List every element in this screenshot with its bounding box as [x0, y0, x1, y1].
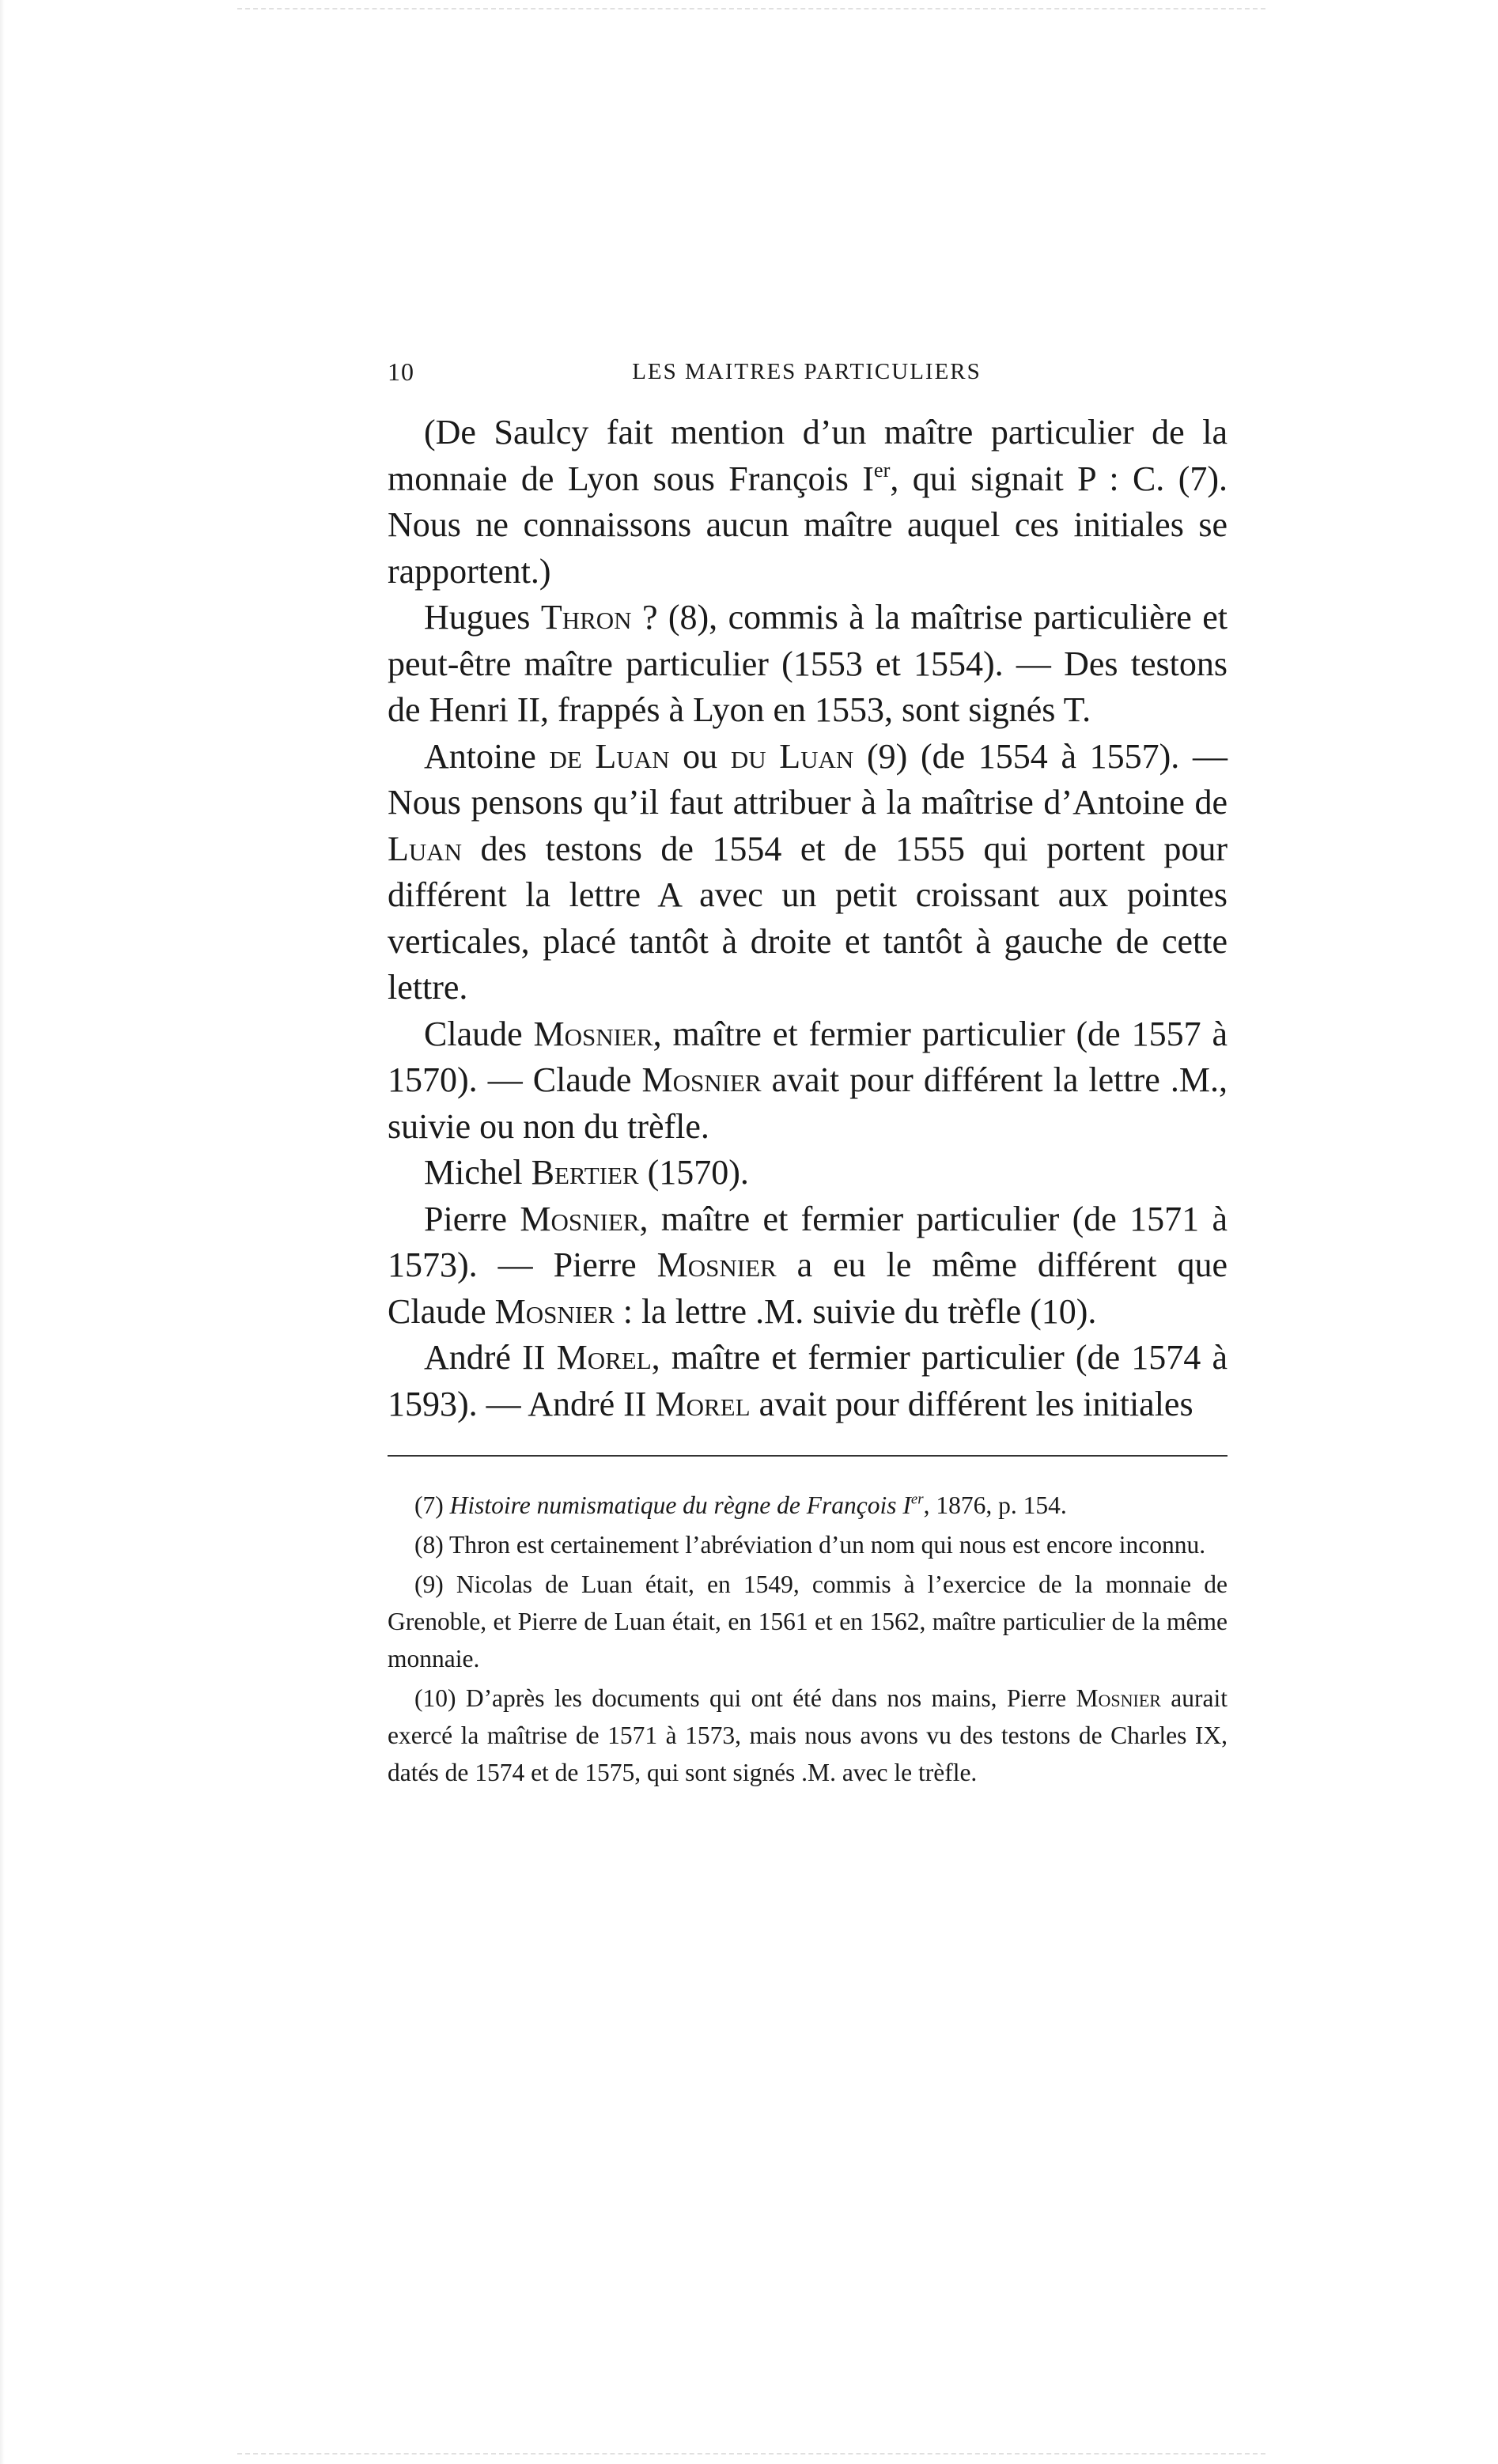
- surname-smallcaps: du Luan: [730, 736, 854, 776]
- running-title: LES MAITRES PARTICULIERS: [632, 359, 982, 384]
- surname-smallcaps: Mosnier: [494, 1291, 615, 1331]
- text-span: , 1876, p. 154.: [923, 1491, 1067, 1519]
- surname-smallcaps: Luan: [388, 829, 463, 868]
- text-span: André II: [424, 1338, 557, 1377]
- footnote-title-italic: Histoire numismatique du règne de François I: [449, 1491, 911, 1519]
- footnote-separator: [388, 1455, 1228, 1457]
- text-span: , qui signait P : C. (7). Nous ne connaissons aucun maître auquel ces initiales se rapportent.): [388, 459, 1228, 591]
- paragraph-pierre-mosnier: [388, 1196, 1228, 1336]
- superscript: er: [910, 1491, 924, 1508]
- footnote-number: (7): [414, 1491, 450, 1519]
- surname-smallcaps: Morel: [655, 1384, 751, 1423]
- surname-smallcaps: de Luan: [549, 736, 670, 776]
- text-span: avait pour différent les initiales: [750, 1384, 1193, 1423]
- paragraph-morel: [388, 1335, 1228, 1427]
- main-text: [388, 410, 1228, 1427]
- surname-smallcaps: Mosnier: [533, 1014, 653, 1053]
- text-span: ou: [669, 736, 731, 776]
- text-span: a eu le même différent que Claude: [388, 1245, 1228, 1331]
- text-span: Pierre: [424, 1199, 520, 1238]
- text-span: Michel: [424, 1153, 531, 1192]
- surname-smallcaps: Morel: [556, 1338, 652, 1377]
- text-span: , maître et fermier particulier (de 1557 à 1570). — Claude: [388, 1014, 1228, 1099]
- paragraph-luan: [388, 734, 1228, 1011]
- page-number: 10: [388, 357, 414, 386]
- paragraph-claude-mosnier: [388, 1011, 1228, 1151]
- text-span: (1570).: [638, 1153, 749, 1192]
- text-span: Antoine: [424, 736, 550, 776]
- text-span: (De Saulcy fait mention d’un maître particulier de la monnaie de Lyon sous François I: [388, 413, 1228, 498]
- surname-smallcaps: Mosnier: [656, 1245, 777, 1284]
- text-span: des testons de 1554 et de 1555 qui portent pour différent la lettre A avec un petit croissant aux pointes verticales, placé tantôt à droite et tantôt à gauche de cette lettre.: [388, 829, 1228, 1007]
- scan-top-marks: [237, 8, 1265, 11]
- page-header: [388, 357, 1226, 389]
- footnote-10: [388, 1680, 1228, 1791]
- scan-edge-shadow: [0, 0, 5, 2464]
- text-span: : la lettre .M. suivie du trèfle (10).: [614, 1291, 1097, 1331]
- text-span: , maître et fermier particulier (de 1571 à 1573). — Pierre: [388, 1199, 1228, 1284]
- text-span: , maître et fermier particulier (de 1574 à 1593). — André II: [388, 1338, 1228, 1423]
- text-span: (10) D’après les documents qui ont été dans nos mains, Pierre: [414, 1684, 1076, 1712]
- footnote-8: (8) Thron est certainement l’abréviation d’un nom qui nous est encore inconnu.: [414, 1531, 1206, 1559]
- paragraph-bertier: [388, 1150, 1228, 1196]
- text-span: Claude: [424, 1014, 534, 1053]
- text-span: Hugues: [424, 598, 541, 637]
- surname-smallcaps: Mosnier: [641, 1060, 762, 1099]
- footnote-9: (9) Nicolas de Luan était, en 1549, commis à l’exercice de la monnaie de Grenoble, et Pierre de Luan était, en 1561 et en 1562, maître particulier de la même monnaie.: [388, 1570, 1228, 1672]
- text-span: (9) (de 1554 à 1557). — Nous pensons qu’il faut attribuer à la maîtrise d’Antoine de: [388, 736, 1228, 822]
- scan-bottom-marks: [237, 2453, 1265, 2456]
- footnote-7: [388, 1487, 1228, 1524]
- paragraph-thron: [388, 595, 1228, 734]
- surname-smallcaps: Thron: [540, 598, 632, 637]
- superscript: er: [873, 457, 891, 482]
- text-span: aurait exercé la maîtrise de 1571 à 1573, mais nous avons vu des testons de Charles IX, datés de 1574 et de 1575, qui sont signés .M. avec le trèfle.: [388, 1684, 1228, 1786]
- paragraph-saulcy: [388, 410, 1228, 595]
- surname-smallcaps: Mosnier: [1076, 1684, 1161, 1712]
- text-span: avait pour différent la lettre .M., suivie ou non du trèfle.: [388, 1060, 1228, 1146]
- surname-smallcaps: Bertier: [531, 1153, 639, 1192]
- footnotes: [388, 1487, 1228, 1793]
- surname-smallcaps: Mosnier: [520, 1199, 640, 1238]
- text-span: ? (8), commis à la maîtrise particulière et peut-être maître particulier (1553 et 1554). — Des testons de Henri II, frappés à Lyon en 1553, sont signés T.: [388, 598, 1228, 729]
